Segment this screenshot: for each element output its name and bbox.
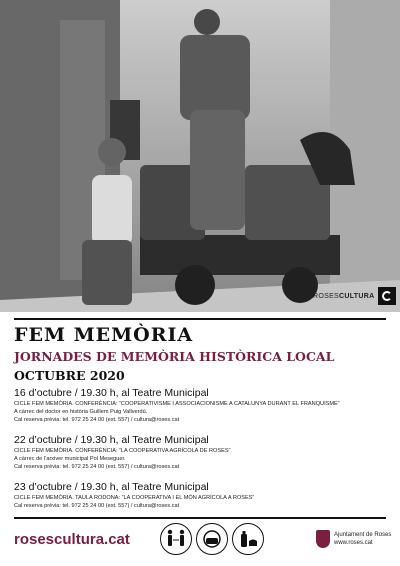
event-header: 22 d’octubre / 19.30 h, al Teatre Municipal xyxy=(14,434,209,446)
event-speaker: A càrrec de l’arxiver municipal Pol Meseguer. xyxy=(14,456,126,463)
page-subtitle: JORNADES DE MEMÒRIA HISTÒRICA LOCAL xyxy=(14,349,335,364)
safety-icons xyxy=(160,523,264,555)
ajuntament-logo xyxy=(316,530,391,548)
hand-sanitizer-icon xyxy=(232,523,264,555)
event-booking: Cal reserva prèvia: tel. 972 25 24 00 (ext. 557) / cultura@roses.cat xyxy=(14,503,180,510)
divider-bottom xyxy=(14,517,386,519)
roses-cultura-logo-icon xyxy=(378,287,396,305)
logo-text xyxy=(313,293,374,300)
event-description: CICLE FEM MEMÒRIA. CONFERÈNCIA: “COOPERATIVISME I ASSOCIACIONISME A CATALUNYA DURANT EL FRANQUISME” xyxy=(14,401,340,407)
event-item xyxy=(14,387,386,425)
event-item xyxy=(14,434,386,472)
event-description: CICLE FEM MEMÒRIA. CONFERÈNCIA: “LA COOPERATIVA AGRÍCOLA DE ROSES” xyxy=(14,448,231,454)
ajuntament-text xyxy=(334,531,391,547)
website-link[interactable]: rosescultura.cat xyxy=(14,531,130,548)
event-description: CICLE FEM MEMÒRIA. TAULA RODONA: “LA COOPERATIVA I EL MÓN AGRÍCOLA A ROSES” xyxy=(14,495,255,501)
ajuntament-url: www.roses.cat xyxy=(334,540,373,546)
event-booking: Cal reserva prèvia: tel. 972 25 24 00 (ext. 557) / cultura@roses.cat xyxy=(14,464,180,471)
coat-of-arms-icon xyxy=(316,530,330,548)
event-item xyxy=(14,481,386,510)
logo-text-cultura: CULTURA xyxy=(339,292,375,300)
social-distance-icon xyxy=(160,523,192,555)
event-header: 23 d’octubre / 19.30 h, al Teatre Municipal xyxy=(14,481,209,493)
event-booking: Cal reserva prèvia: tel. 972 25 24 00 (ext. 557) / cultura@roses.cat xyxy=(14,417,180,424)
face-mask-icon xyxy=(196,523,228,555)
divider-top xyxy=(14,318,386,320)
date-heading: OCTUBRE 2020 xyxy=(14,368,125,383)
page-title: FEM MEMÒRIA xyxy=(14,324,194,346)
event-speaker: A càrrec del doctor en història Guillem Puig Vallverdú. xyxy=(14,409,148,416)
roses-cultura-logo xyxy=(313,287,396,305)
ajuntament-name: Ajuntament de Roses xyxy=(334,532,392,538)
logo-text-roses: ROSES xyxy=(313,292,340,300)
event-header: 16 d’octubre / 19.30 h, al Teatre Municipal xyxy=(14,387,209,399)
